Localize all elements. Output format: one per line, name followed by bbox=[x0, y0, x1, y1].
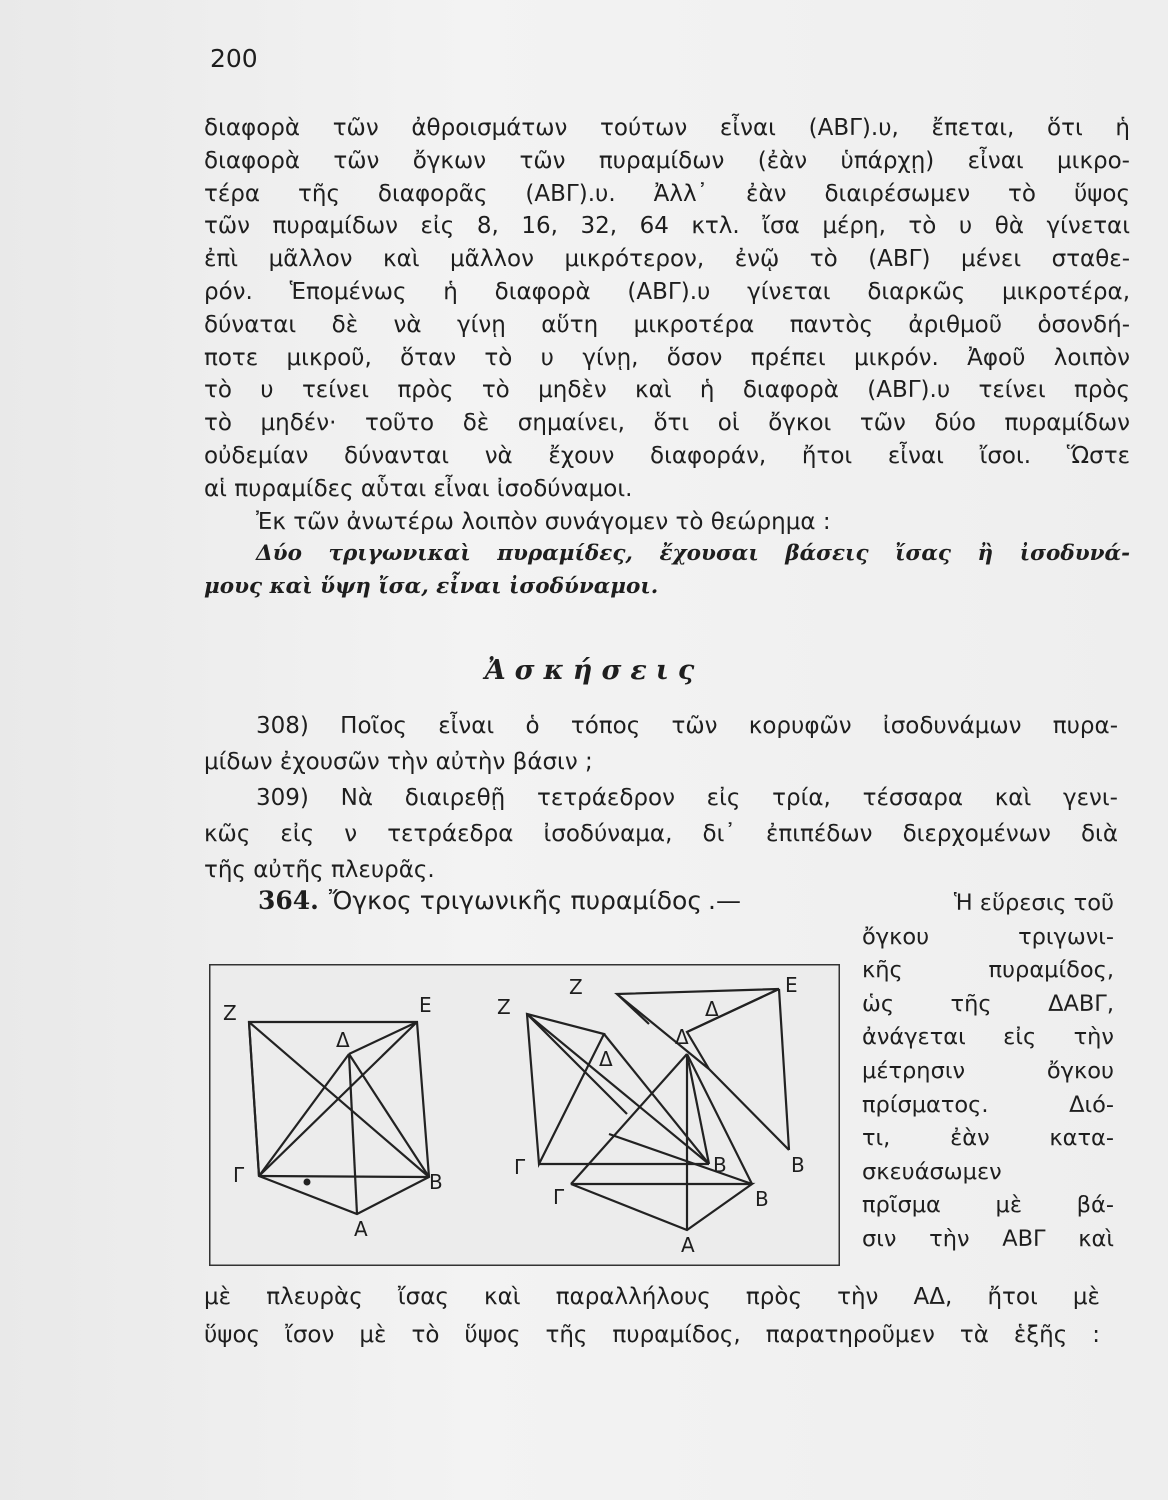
exercise-309-line: τῆς αὐτῆς πλευρᾶς. bbox=[204, 857, 435, 883]
label-B1-right: B bbox=[713, 1153, 727, 1177]
label-G2-right: Γ bbox=[553, 1185, 565, 1209]
section-title: Ὄγκος τριγωνικῆς πυραμίδος bbox=[328, 886, 703, 915]
continuation-text bbox=[204, 1278, 1100, 1354]
side-line: σιν τὴν ΑΒΓ καὶ bbox=[862, 1225, 1114, 1252]
text-line: μὲ πλευρὰς ἴσας καὶ παραλλήλους πρὸς τὴν ΑΔ, ἤτοι μὲ bbox=[204, 1284, 1100, 1310]
side-line: ἀνάγεται εἰς τὴν bbox=[862, 1024, 1114, 1051]
section-dash: .— bbox=[708, 886, 741, 915]
label-D1-right: Δ bbox=[705, 997, 719, 1021]
exercises-heading: Ἀσκήσεις bbox=[484, 655, 704, 686]
text-line: τέρα τῆς διαφορᾶς (ΑΒΓ).υ. Ἀλλ᾽ ἐὰν διαιρέσωμεν τὸ ὕψος bbox=[204, 180, 1130, 207]
text-line: διαφορὰ τῶν ὄγκων τῶν πυραμίδων (ἐὰν ὑπάρχῃ) εἶναι μικρο- bbox=[204, 147, 1130, 174]
text-line: δύναται δὲ νὰ γίνῃ αὕτη μικροτέρα παντὸς ἀριθμοῦ ὁσονδή- bbox=[204, 311, 1130, 338]
label-A-right: A bbox=[681, 1233, 695, 1257]
label-B2-right: B bbox=[791, 1153, 805, 1177]
label-B-left: B bbox=[429, 1170, 443, 1194]
text-line: τῶν πυραμίδων εἰς 8, 16, 32, 64 κτλ. ἴσα μέρη, τὸ υ θὰ γίνεται bbox=[204, 213, 1130, 240]
side-line: πρῖσμα μὲ βά- bbox=[862, 1192, 1114, 1219]
theorem-line: μους καὶ ὕψη ἴσα, εἶναι ἰσοδύναμοι. bbox=[204, 574, 659, 600]
label-B3-right: B bbox=[755, 1187, 769, 1211]
exercise-308-line: 308) Ποῖος εἶναι ὁ τόπος τῶν κορυφῶν ἰσοδυνάμων πυρα- bbox=[256, 713, 1118, 739]
exercise-308-line: μίδων ἐχουσῶν τὴν αὐτὴν βάσιν ; bbox=[204, 749, 593, 775]
side-line: πρίσματος. Διό- bbox=[862, 1091, 1114, 1118]
exercises-list bbox=[204, 708, 1118, 888]
theorem-line: Δύο τριγωνικαὶ πυραμίδες, ἔχουσαι βάσεις ἴσας ἢ ἰσοδυνά- bbox=[256, 541, 1130, 567]
label-D2-right: Δ bbox=[675, 1025, 689, 1049]
label-Z1-right: Z bbox=[497, 995, 511, 1019]
exercise-309-line: 309) Νὰ διαιρεθῇ τετράεδρον εἰς τρία, τέσσαρα καὶ γενι- bbox=[256, 785, 1118, 811]
conclusion-line: Ἐκ τῶν ἀνωτέρω λοιπὸν συνάγομεν τὸ θεώρημα : bbox=[256, 508, 831, 535]
side-line: κῆς πυραμίδος, bbox=[862, 957, 1114, 984]
text-line: ἐπὶ μᾶλλον καὶ μᾶλλον μικρότερον, ἐνῷ τὸ (ΑΒΓ) μένει σταθε- bbox=[204, 246, 1130, 273]
text-line: αἱ πυραμίδες αὗται εἶναι ἰσοδύναμοι. bbox=[204, 475, 633, 502]
text-line: οὐδεμίαν δύνανται νὰ ἔχουν διαφοράν, ἤτοι εἶναι ἴσοι. Ὥστε bbox=[204, 442, 1130, 469]
section-heading bbox=[258, 886, 745, 915]
label-Z-left: Z bbox=[223, 1001, 237, 1025]
text-line: ποτε μικροῦ, ὅταν τὸ υ γίνῃ, ὅσον πρέπει μικρόν. Ἀφοῦ λοιπὸν bbox=[204, 344, 1130, 371]
exercise-309-line: κῶς εἰς ν τετράεδρα ἰσοδύναμα, δι᾽ ἐπιπέδων διερχομένων διὰ bbox=[204, 821, 1118, 847]
side-line: μέτρησιν ὄγκου bbox=[862, 1057, 1114, 1084]
point-dot bbox=[304, 1179, 311, 1186]
label-G-left: Γ bbox=[233, 1163, 245, 1187]
label-D3-right: Δ bbox=[599, 1047, 613, 1071]
side-line: ὄγκου τριγωνι- bbox=[862, 923, 1114, 950]
side-line: τι, ἐὰν κατα- bbox=[862, 1125, 1114, 1152]
text-line: ρόν. Ἑπομένως ἡ διαφορὰ (ΑΒΓ).υ γίνεται διαρκῶς μικροτέρα, bbox=[204, 278, 1130, 305]
side-line: Ἡ εὕρεσις τοῦ bbox=[953, 890, 1114, 916]
text-line: διαφορὰ τῶν ἀθροισμάτων τούτων εἶναι (ΑΒΓ).υ, ἔπεται, ὅτι ἡ bbox=[204, 115, 1130, 141]
label-Z2-right: Z bbox=[569, 975, 583, 999]
label-G1-right: Γ bbox=[514, 1155, 526, 1179]
side-line: ὡς τῆς ΔΑΒΓ, bbox=[862, 990, 1114, 1017]
text-line: τὸ μηδέν· τοῦτο δὲ σημαίνει, ὅτι οἱ ὄγκοι τῶν δύο πυραμίδων bbox=[204, 410, 1130, 437]
proof-paragraph bbox=[204, 112, 1130, 604]
label-A-left: A bbox=[354, 1217, 368, 1241]
label-E-right: E bbox=[785, 973, 798, 997]
text-line: τὸ υ τείνει πρὸς τὸ μηδὲν καὶ ἡ διαφορὰ (ΑΒΓ).υ τείνει πρὸς bbox=[204, 377, 1130, 404]
text-line: ὕψος ἴσον μὲ τὸ ὕψος τῆς πυραμίδος, παρατηροῦμεν τὰ ἑξῆς : bbox=[204, 1322, 1100, 1348]
prism-pyramid-figure bbox=[209, 964, 840, 1266]
label-E-left: E bbox=[419, 993, 432, 1017]
page-number: 200 bbox=[210, 44, 258, 73]
label-D-left: Δ bbox=[336, 1028, 350, 1052]
side-column-text bbox=[862, 887, 1114, 1257]
side-line: σκευάσωμεν bbox=[862, 1158, 1002, 1185]
section-number: 364. bbox=[258, 886, 319, 915]
